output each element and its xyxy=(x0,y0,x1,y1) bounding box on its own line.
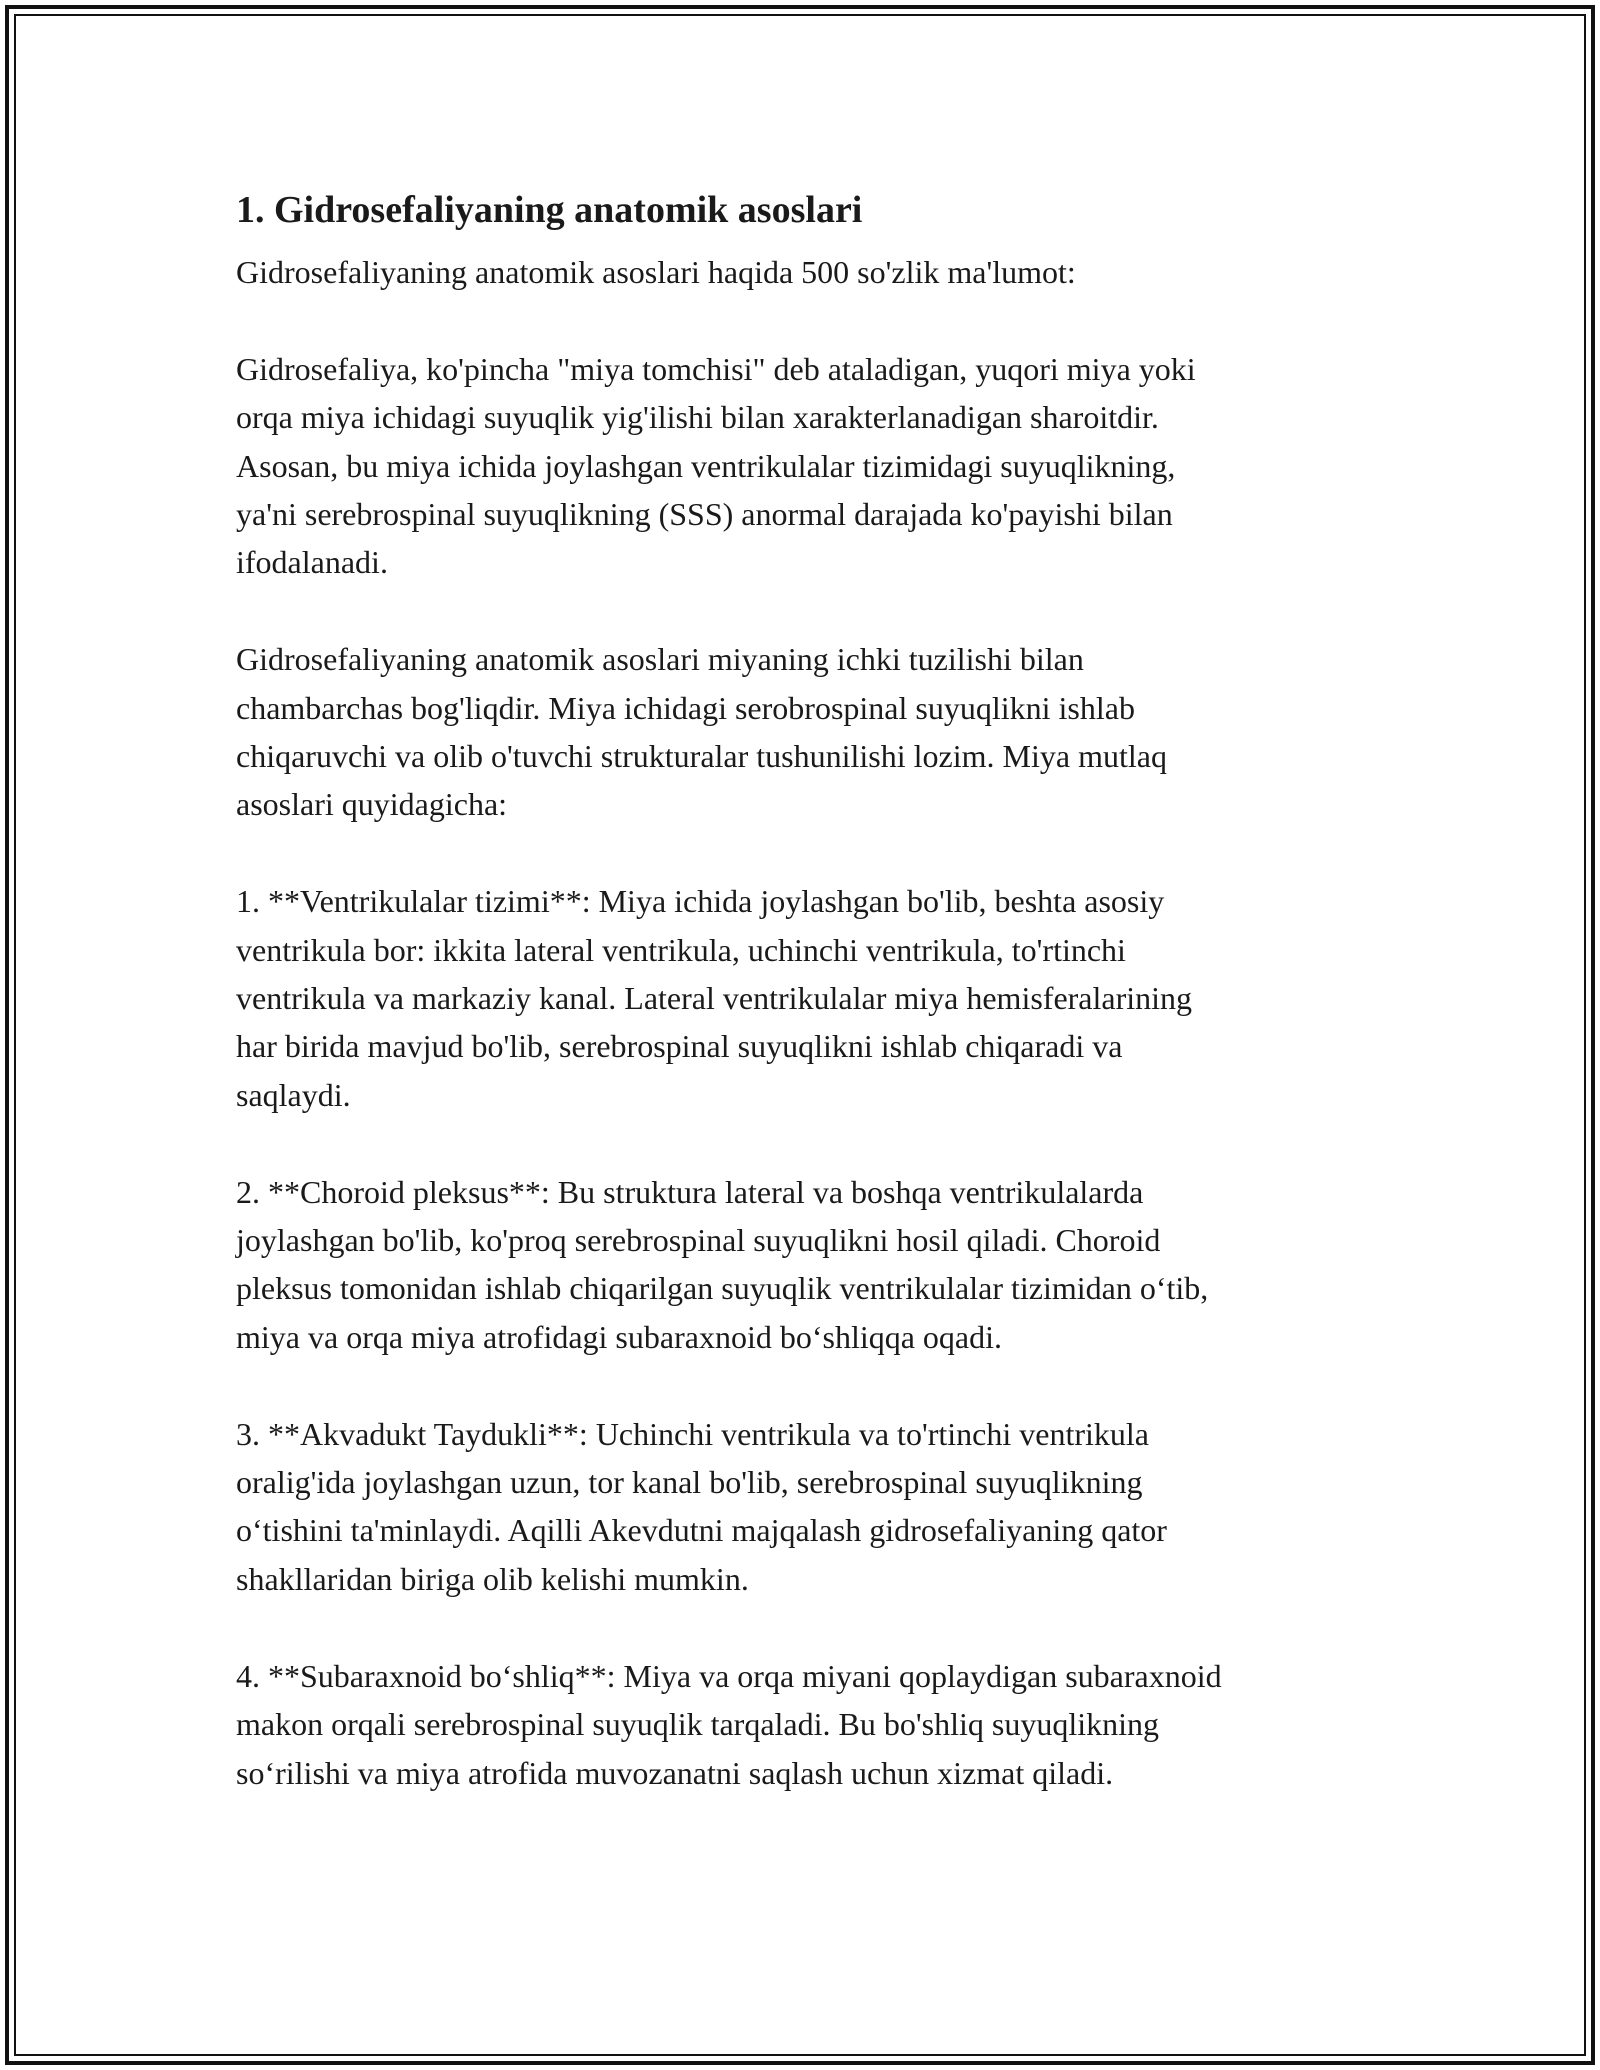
text-line: 2. **Choroid pleksus**: Bu struktura lateral va boshqa ventrikulalarda xyxy=(236,1173,1144,1210)
paragraph xyxy=(236,1652,1396,1797)
text-line: ventrikula va markaziy kanal. Lateral ventrikulalar miya hemisferalarining xyxy=(236,980,1193,1017)
paragraph xyxy=(236,345,1396,587)
paragraph xyxy=(236,1168,1396,1362)
text-line: orqa miya ichidagi suyuqlik yig'ilishi bilan xarakterlanadigan sharoitdir. xyxy=(236,399,1159,436)
paragraph xyxy=(236,1410,1396,1604)
text-line: Gidrosefaliyaning anatomik asoslari miyaning ichki tuzilishi bilan xyxy=(236,641,1084,678)
text-line: shakllaridan biriga olib kelishi mumkin. xyxy=(236,1560,749,1597)
text-line: so‘rilishi va miya atrofida muvozanatni saqlash uchun xizmat qiladi. xyxy=(236,1754,1114,1791)
text-line: Asosan, bu miya ichida joylashgan ventrikulalar tizimidagi suyuqlikning, xyxy=(236,447,1176,484)
text-line: har birida mavjud bo'lib, serebrospinal suyuqlikni ishlab chiqaradi va xyxy=(236,1028,1123,1065)
text-line: saqlaydi. xyxy=(236,1076,351,1113)
text-line: pleksus tomonidan ishlab chiqarilgan suyuqlik ventrikulalar tizimidan o‘tib, xyxy=(236,1270,1209,1307)
text-line: o‘tishini ta'minlaydi. Aqilli Akevdutni majqalash gidrosefaliyaning qator xyxy=(236,1512,1167,1549)
paragraph xyxy=(236,635,1396,829)
text-line: chambarchas bog'liqdir. Miya ichidagi serobrospinal suyuqlikni ishlab xyxy=(236,689,1135,726)
document-body xyxy=(236,248,1396,1797)
paragraph xyxy=(236,877,1396,1119)
section-heading: 1. Gidrosefaliyaning anatomik asoslari xyxy=(236,189,863,231)
text-line: Gidrosefaliya, ko'pincha "miya tomchisi" deb ataladigan, yuqori miya yoki xyxy=(236,350,1196,387)
text-line: Gidrosefaliyaning anatomik asoslari haqida 500 so'zlik ma'lumot: xyxy=(236,254,1076,290)
text-line: 4. **Subaraxnoid bo‘shliq**: Miya va orqa miyani qoplaydigan subaraxnoid xyxy=(236,1657,1222,1694)
text-line: asoslari quyidagicha: xyxy=(236,786,508,823)
text-line: 1. **Ventrikulalar tizimi**: Miya ichida joylashgan bo'lib, beshta asosiy xyxy=(236,883,1165,920)
paragraph xyxy=(236,248,1396,296)
text-line: ventrikula bor: ikkita lateral ventrikula, uchinchi ventrikula, to'rtinchi xyxy=(236,931,1126,968)
text-line: makon orqali serebrospinal suyuqlik tarqaladi. Bu bo'shliq suyuqlikning xyxy=(236,1706,1159,1743)
text-line: chiqaruvchi va olib o'tuvchi strukturalar tushunilishi lozim. Miya mutlaq xyxy=(236,738,1167,775)
text-line: ifodalanadi. xyxy=(236,544,388,581)
document-page xyxy=(236,186,1396,1845)
text-line: ya'ni serebrospinal suyuqlikning (SSS) anormal darajada ko'payishi bilan xyxy=(236,496,1173,533)
text-line: miya va orqa miya atrofidagi subaraxnoid bo‘shliqqa oqadi. xyxy=(236,1318,1003,1355)
text-line: oralig'ida joylashgan uzun, tor kanal bo'lib, serebrospinal suyuqlikning xyxy=(236,1464,1143,1501)
text-line: 3. **Akvadukt Taydukli**: Uchinchi ventrikula va to'rtinchi ventrikula xyxy=(236,1415,1149,1452)
text-line: joylashgan bo'lib, ko'proq serebrospinal suyuqlikni hosil qiladi. Choroid xyxy=(236,1222,1161,1259)
